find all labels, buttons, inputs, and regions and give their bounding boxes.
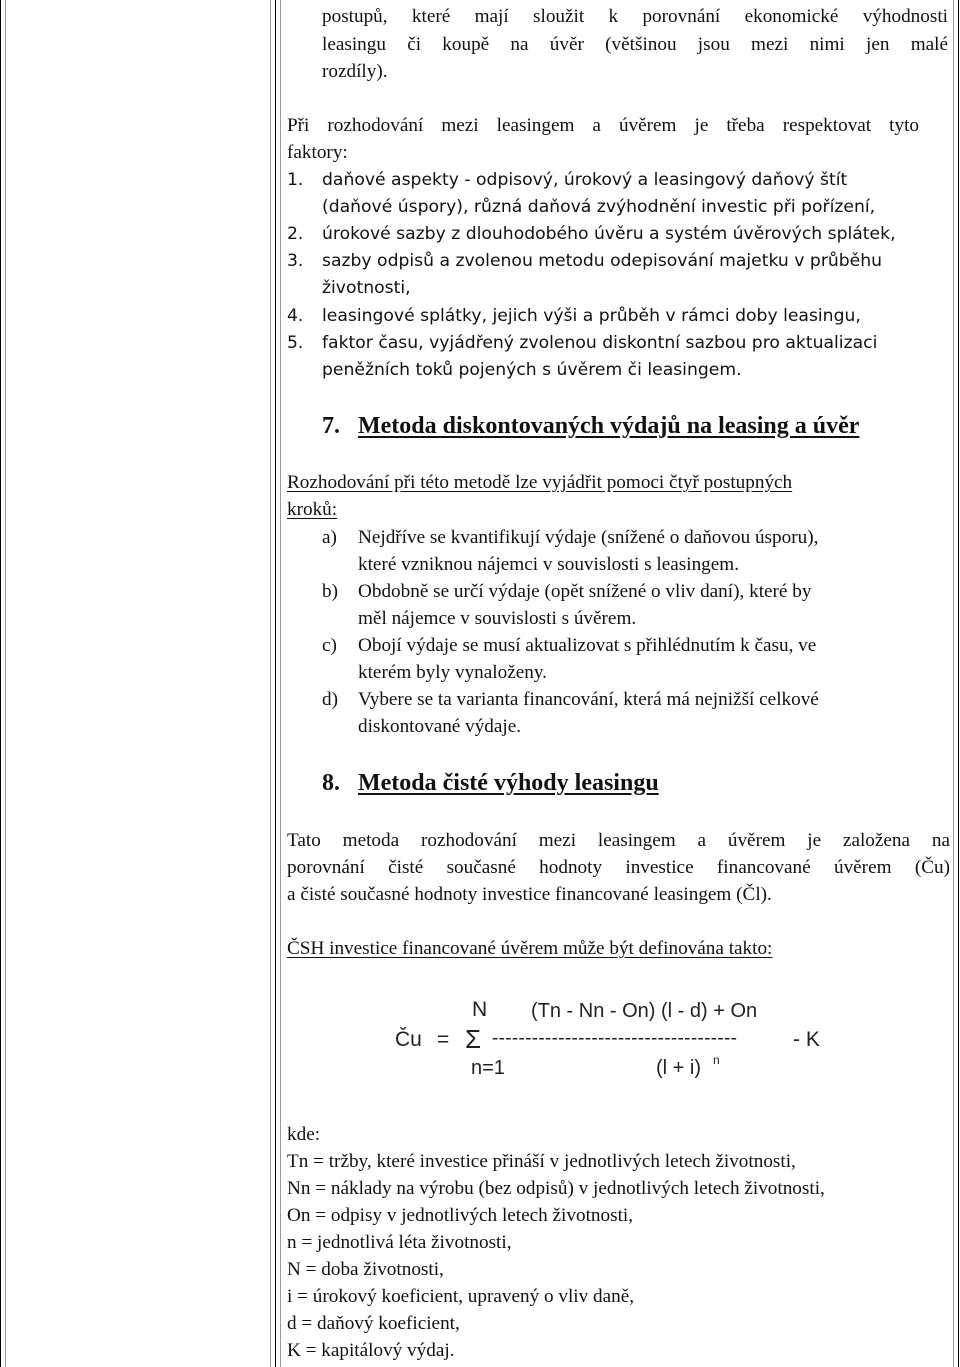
left-table-column [0, 0, 276, 1367]
step-text: Obojí výdaje se musí aktualizovat s přihlédnutím k času, ve [358, 635, 817, 656]
step-text: Nejdříve se kvantifikují výdaje (snížené o daňovou úsporu), [358, 527, 819, 548]
step-text: Obdobně se určí výdaje (opět snížené o vliv daní), které by [358, 581, 812, 602]
section-7-intro: Rozhodování při této metodě lze vyjádřit pomoci čtyř postupných [287, 472, 793, 493]
factors-intro: faktory: [287, 142, 348, 163]
definition-heading: ČSH investice financované úvěrem může být definována takto: [287, 938, 773, 959]
formula-lhs: Ču [395, 1028, 422, 1051]
factor-text: úrokové sazby z dlouhodobého úvěru a systém úvěrových splátek, [322, 224, 896, 244]
step-label: a) [322, 527, 337, 548]
intro-line: leasingu či koupě na úvěr (většinou jsou mezi nimi jen malé [322, 34, 948, 55]
intro-line: postupů, které mají sloužit k porovnání ekonomické výhodnosti [322, 6, 948, 27]
section-8-paragraph: Tato metoda rozhodování mezi leasingem a úvěrem je založena na [287, 830, 950, 851]
factors-intro: Při rozhodování mezi leasingem a úvěrem je třeba respektovat tyto [287, 115, 919, 136]
formula-exponent: n [713, 1053, 720, 1067]
legend-item: K = kapitálový výdaj. [287, 1340, 455, 1361]
sigma-symbol: Σ [465, 1024, 482, 1054]
legend-item: n = jednotlivá léta životnosti, [287, 1232, 512, 1253]
section-8-paragraph: a čisté současné hodnoty investice financované leasingem (Čl). [287, 884, 772, 905]
section-8-paragraph: porovnání čisté současné hodnoty investice financované úvěrem (Ču) [287, 857, 950, 878]
factor-text: daňové aspekty - odpisový, úrokový a leasingový daňový štít [322, 170, 848, 190]
factor-number: 1. [287, 170, 304, 190]
factor-text: faktor času, vyjádřený zvolenou diskontní sazbou pro aktualizaci [322, 333, 878, 353]
intro-line: rozdíly). [322, 61, 388, 82]
step-label: b) [322, 581, 338, 602]
section-7-title: Metoda diskontovaných výdajů na leasing a úvěr [358, 413, 860, 439]
step-text: diskontované výdaje. [358, 716, 522, 737]
minus-k: - K [793, 1028, 820, 1051]
factor-number: 2. [287, 224, 304, 244]
sum-upper-limit: N [472, 998, 488, 1021]
step-text: Vybere se ta varianta financování, která má nejnižší celkové [358, 689, 819, 710]
step-label: c) [322, 635, 337, 656]
npv-formula [393, 995, 843, 1087]
sum-lower-limit: n=1 [471, 1057, 505, 1079]
legend-item: N = doba životnosti, [287, 1259, 444, 1280]
factor-text: sazby odpisů a zvolenou metodu odepisování majetku v průběhu [322, 251, 883, 271]
factor-text: peněžních toků pojených s úvěrem či leasingem. [322, 360, 742, 380]
factor-number: 4. [287, 306, 304, 326]
section-7-number: 7. [322, 413, 340, 439]
section-7-intro: kroků: [287, 499, 338, 520]
legend-item: Tn = tržby, které investice přináší v jednotlivých letech životnosti, [287, 1151, 796, 1172]
step-text: kterém byly vynaloženy. [358, 662, 547, 683]
section-8-title: Metoda čisté výhody leasingu [358, 770, 659, 796]
formula-denominator: (l + i) [656, 1057, 701, 1079]
factor-number: 3. [287, 251, 304, 271]
legend-item: i = úrokový koeficient, upravený o vliv daně, [287, 1286, 635, 1307]
legend-item: Nn = náklady na výrobu (bez odpisů) v jednotlivých letech životnosti, [287, 1178, 825, 1199]
formula-numerator: (Tn - Nn - On) (l - d) + On [531, 1000, 758, 1022]
legend-heading: kde: [287, 1124, 321, 1145]
step-label: d) [322, 689, 338, 710]
section-8-number: 8. [322, 770, 340, 796]
step-text: měl nájemce v souvislosti s úvěrem. [358, 608, 637, 629]
step-text: které vzniknou nájemci v souvislosti s leasingem. [358, 554, 740, 575]
formula-equals: = [437, 1028, 450, 1051]
factor-text: životnosti, [322, 278, 411, 298]
fraction-line: ------------------------------------- [492, 1028, 738, 1049]
factor-text: leasingové splátky, jejich výši a průběh v rámci doby leasingu, [322, 306, 861, 326]
factor-text: (daňové úspory), různá daňová zvýhodnění investic při pořízení, [322, 197, 876, 217]
factor-number: 5. [287, 333, 304, 353]
legend-item: d = daňový koeficient, [287, 1313, 460, 1334]
legend-item: On = odpisy v jednotlivých letech životnosti, [287, 1205, 634, 1226]
